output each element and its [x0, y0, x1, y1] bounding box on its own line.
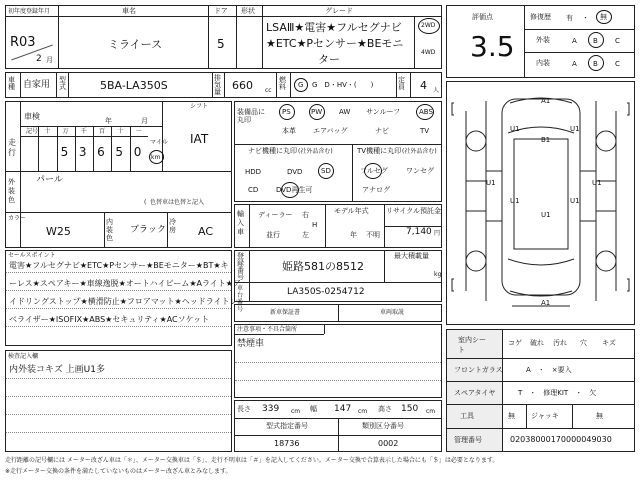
notes-label: 注意事項・不具合箇所 — [237, 326, 298, 333]
seats-label: 定員 — [398, 76, 405, 91]
interior-grade-a: A — [572, 60, 577, 68]
interior-color-label: 内装色 — [106, 218, 113, 242]
inspection-month-label: 月 — [141, 117, 148, 125]
length-label: 長さ — [237, 405, 251, 413]
repair-yes: 有 — [566, 14, 573, 22]
recycle-yen: 円 — [434, 230, 441, 237]
interior-color-value: ブラック — [130, 225, 166, 235]
mgmt-value: 020380001700000490​30 — [510, 435, 612, 444]
roof-outline — [514, 136, 568, 249]
diagram-mark-3: U1 — [570, 125, 580, 133]
category-number-label: 類別区分番号 — [362, 422, 404, 430]
tv-analog: アナログ — [362, 186, 390, 194]
warranty-label: 新車保証書 — [270, 309, 301, 316]
exterior-grade-label: 外装 — [536, 36, 550, 44]
width-unit: cm — [358, 408, 368, 415]
ac-value: AC — [198, 225, 214, 238]
grade-label: グレード — [325, 7, 353, 15]
grade-line-2: ★ETC★Pセンサー★BEモニ — [266, 37, 404, 50]
reg-month: 2 — [36, 54, 42, 64]
mgmt-label: 管理番号 — [454, 436, 482, 444]
tv-oneseg: ワンセグ — [406, 167, 434, 175]
mileage-digit: 6 — [97, 145, 105, 159]
reg-month-unit: 月 — [46, 56, 53, 64]
digit-label: 記号 — [26, 128, 39, 135]
type-number-label: 型式指定番号 — [266, 422, 308, 430]
shape-label: 形状 — [241, 7, 255, 15]
digit-label: 一 — [135, 128, 142, 135]
digit-divider — [75, 127, 76, 171]
sales-line-3: イドリングストップ★横滑防止★フロアマット★ヘッドライトレ — [9, 297, 238, 306]
right-front-wheel — [596, 131, 616, 151]
diagram-mark-6: U1 — [592, 179, 602, 187]
jack-label: ジャッキ — [531, 412, 559, 420]
import-left: 左 — [302, 231, 309, 239]
left-front-wheel — [466, 131, 486, 151]
diagram-mark-4: B1 — [541, 136, 551, 144]
tv-sub: (社外品含む) — [402, 148, 437, 155]
model-label: 型式 — [59, 76, 66, 91]
grade-line-1: LSAⅢ★電害★フルセグナビ — [266, 21, 402, 34]
mileage-label: 走行 — [8, 138, 16, 157]
digit-divider — [57, 127, 58, 171]
jack-value: 無 — [596, 412, 603, 420]
drive-2wd: 2WD — [421, 22, 436, 29]
interior-grade-label: 内装 — [536, 59, 550, 67]
windshield-rear — [508, 259, 574, 265]
max-load-unit: kg — [434, 271, 442, 278]
model-year-unit: 年 — [350, 231, 357, 239]
fuel-options: G D・HV・( ) — [312, 81, 374, 89]
reg-year: R03 — [10, 35, 36, 50]
digit-divider — [93, 127, 94, 171]
width-value: 147 — [334, 404, 352, 414]
diagram-mark-10: A1 — [541, 299, 551, 307]
digit-divider — [111, 127, 112, 171]
seat-scratch: キズ — [602, 339, 616, 347]
inspection-label: 車検 — [24, 112, 40, 121]
navi-cd: CD — [248, 186, 259, 194]
color-code-value: W25 — [46, 225, 71, 238]
sales-points-label: セールスポイント — [8, 252, 56, 259]
grade-line-3: ター — [318, 53, 340, 66]
equip-leather: 本革 — [282, 127, 296, 135]
equip-pw: PW — [311, 108, 323, 116]
chassis-value: LA350S-0254712 — [287, 287, 365, 297]
car-name: ミライース — [108, 38, 163, 51]
seat-stain: 汚れ — [553, 339, 567, 347]
model-year-label: モデル年式 — [334, 207, 369, 215]
seat-burn: コゲ — [508, 339, 522, 347]
diagram-mark-9: U1 — [541, 211, 551, 219]
tools-label: 工具 — [460, 412, 474, 420]
ac-label: 冷房 — [169, 218, 176, 234]
exterior-grade-a: A — [572, 37, 577, 45]
navi-sd: SD — [321, 167, 331, 175]
fuel-label: 燃料 — [279, 76, 286, 91]
diagram-mark-5: U1 — [486, 179, 496, 187]
interior-grade-b: B — [593, 60, 598, 68]
spare-value: T ・ 修理KIT ・ 欠 — [518, 389, 597, 397]
category-number-value: 0002 — [378, 439, 399, 448]
equip-airbag: エアバッグ — [313, 127, 348, 135]
digit-label: 十 — [44, 128, 51, 135]
diagram-mark-7: U1 — [510, 197, 520, 205]
rating-label: 評価点 — [472, 13, 493, 21]
sales-line-4: ベライザー★ISOFIX★ABS★セキュリティ★ACソケット — [9, 315, 210, 324]
glass-label: フロントガラス — [454, 366, 503, 374]
exterior-color-value: パール — [36, 175, 63, 185]
tv-fullseg: フルセグ — [360, 167, 388, 175]
model-year-unknown: 不明 — [366, 231, 380, 239]
import-right: 右 — [302, 211, 309, 219]
repair-label: 修復歴 — [530, 13, 551, 21]
import-handle: H — [312, 221, 318, 229]
mileage-digit: 5 — [60, 145, 69, 159]
inspection-year-label: 年 — [105, 117, 112, 125]
equip-ps: PS — [282, 108, 291, 116]
navi-dvd-play: DVD再生可 — [276, 186, 313, 194]
glass-value: A ・ ×要入 — [526, 366, 572, 374]
max-load-label: 最大積載量 — [394, 252, 429, 260]
length-unit: cm — [291, 408, 301, 415]
car-diagram — [446, 81, 635, 325]
exterior-color-label: 外装色 — [8, 178, 15, 204]
footer-line-2: ※走行メーター交換の条件を満たしていないものはメーター改ざん車とみなします。 — [5, 468, 232, 475]
manual-label: 車両取説 — [380, 309, 405, 316]
import-dealer: ディーラー — [258, 211, 293, 219]
tools-value: 無 — [508, 412, 515, 420]
cc-unit: cc — [265, 87, 272, 94]
navi-dvd: DVD — [287, 168, 303, 176]
equip-abs: ABS — [419, 108, 433, 116]
equip-aw: AW — [339, 108, 351, 116]
digit-label: 万 — [62, 128, 69, 135]
height-unit: cm — [426, 408, 436, 415]
mileage-digit: 3 — [78, 145, 87, 159]
equip-navi: ナビ — [375, 127, 389, 135]
model-value: 5BA-LA350S — [100, 79, 168, 92]
shift-label: シフト — [190, 103, 209, 110]
digit-label: 百 — [99, 128, 106, 135]
seats-value: 4 — [420, 79, 427, 92]
navi-sub: (社外品含む) — [298, 148, 333, 155]
rating-value: 3.5 — [470, 30, 515, 63]
seat-hole: 穴 — [580, 339, 587, 347]
navi-hdd: HDD — [245, 168, 262, 176]
seat-tear: 破れ — [530, 339, 544, 347]
plate-label: 登録番号 — [237, 252, 244, 281]
notes-box — [234, 324, 442, 398]
width-label: 幅 — [310, 405, 317, 413]
mileage-digit: 0 — [133, 145, 142, 159]
sales-line-2: ーレス★スペアキー★車線逸脱★オートハイビーム★Aライト★ア — [9, 279, 241, 288]
sales-line-1: 電害★フルセグナビ★ETC★Pセンサー★BEモニター★BT★キ — [9, 261, 229, 270]
diagram-mark-2: U1 — [510, 125, 520, 133]
height-value: 150 — [401, 404, 419, 414]
spare-label: スペアタイヤ — [454, 389, 496, 397]
color-change-note: 色替車は色替と記入 — [150, 199, 205, 206]
length-value: 339 — [262, 404, 280, 414]
inspector-label: 検査記入欄 — [8, 353, 39, 360]
reg-date-label: 初年度登録年月 — [8, 8, 51, 15]
inspector-note: 内外装コキズ 上画U1多 — [9, 365, 105, 375]
digit-divider — [38, 127, 39, 171]
door-label: ドア — [214, 7, 228, 15]
seats-unit: 人 — [433, 87, 440, 94]
shift-value: IAT — [190, 132, 209, 146]
recycle-label: リサイクル預託金 — [386, 207, 442, 215]
left-rear-wheel — [466, 251, 486, 271]
right-rear-wheel — [596, 251, 616, 271]
chassis-label: 車台番号 — [237, 285, 244, 313]
bottom-brackets — [452, 279, 629, 291]
door-count: 5 — [217, 37, 225, 51]
navi-label: ナビ機種に丸印 — [248, 147, 297, 155]
diagram-mark-1: A1 — [541, 97, 551, 105]
diagram-mark-8: U1 — [570, 197, 580, 205]
exterior-grade-c: C — [615, 37, 620, 45]
drive-4wd: 4WD — [421, 49, 436, 56]
car-name-label: 車名 — [122, 7, 136, 15]
equip-sunroof: サンルーフ — [366, 108, 401, 116]
equipment-label: 装備品に丸印 — [237, 108, 265, 124]
digit-label: 十 — [117, 128, 124, 135]
cc-value: 660 — [232, 79, 253, 92]
fuel-g: G — [298, 81, 304, 89]
class-label: 車種 — [8, 76, 15, 91]
import-label: 輸入車 — [237, 210, 244, 236]
mileage-digit: 5 — [115, 145, 124, 159]
recycle-value: 7,140 — [406, 227, 432, 237]
cc-label: 排気量 — [214, 74, 221, 96]
mile-label: マイル — [150, 139, 168, 146]
interior-grade-c: C — [615, 60, 620, 68]
digit-divider — [130, 127, 131, 171]
seat-label: 室内シート — [458, 336, 486, 354]
notes-value: 禁煙車 — [237, 339, 265, 349]
exterior-grade-b: B — [593, 37, 598, 45]
km-label: km — [151, 154, 161, 161]
plate-value: 姫路581の8512 — [282, 260, 364, 273]
import-parallel: 並行 — [266, 231, 280, 239]
color-code-label: カラー — [8, 215, 27, 222]
equip-tv: TV — [420, 127, 430, 135]
class-value: 自家用 — [23, 80, 51, 90]
type-number-value: 18736 — [274, 439, 300, 448]
repair-no: 無 — [600, 13, 607, 21]
height-label: 高さ — [378, 405, 392, 413]
footer-line-1: 走行距離の記号欄には メーター改ざん車は「＊」、メーター交換車は「＄」、走行不明車は「＃」を記入してください。メーター交換で合算表示した場合にも「＄」は必要となります。 — [5, 457, 499, 464]
color-change-bracket: ( — [144, 199, 147, 206]
digit-label: 千 — [80, 128, 87, 135]
tv-label: TV機種に丸印 — [357, 147, 402, 155]
